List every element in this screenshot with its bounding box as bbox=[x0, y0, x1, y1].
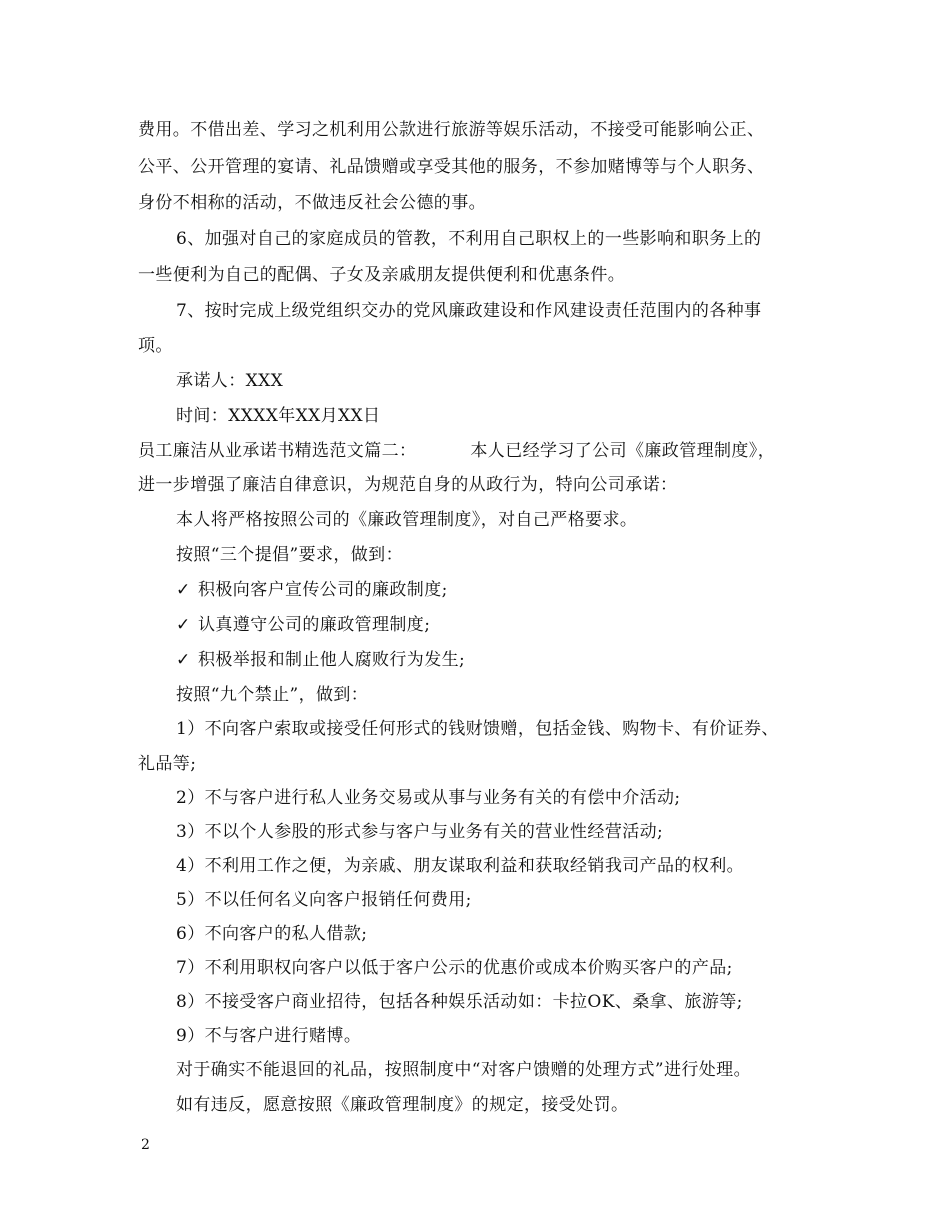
date-line: 时间：XXXX年XX月XX日 bbox=[176, 406, 381, 426]
section-first-sentence: 本人已经学习了公司《廉政管理制度》， bbox=[470, 441, 776, 461]
paragraph-line: 费用。不借出差、学习之机利用公款进行旅游等娱乐活动，不接受可能影响公正、 bbox=[138, 120, 765, 140]
paragraph-line: 一些便利为自己的配偶、子女及亲戚朋友提供便利和优惠条件。 bbox=[138, 265, 626, 285]
check-icon: ✓ bbox=[176, 650, 191, 670]
section-heading-line bbox=[138, 441, 775, 461]
paragraph-line: 对于确实不能退回的礼品，按照制度中“对客户馈赠的处理方式”进行处理。 bbox=[176, 1060, 751, 1080]
list-item: 8）不接受客户商业招待，包括各种娱乐活动如：卡拉OK、桑拿、旅游等; bbox=[176, 992, 743, 1012]
paragraph-line: 项。 bbox=[138, 336, 173, 356]
list-item: 2）不与客户进行私人业务交易或从事与业务有关的有偿中介活动; bbox=[176, 788, 681, 808]
checklist-text: 认真遵守公司的廉政管理制度; bbox=[198, 615, 431, 635]
paragraph-line: 如有违反，愿意按照《廉政管理制度》的规定，接受处罚。 bbox=[176, 1095, 629, 1115]
check-icon: ✓ bbox=[176, 615, 191, 635]
check-icon: ✓ bbox=[176, 580, 191, 600]
paragraph-line: 6、加强对自己的家庭成员的管教，不利用自己职权上的一些影响和职务上的 bbox=[176, 229, 762, 249]
checklist-item bbox=[176, 580, 448, 600]
paragraph-line: 进一步增强了廉洁自律意识，为规范自身的从政行为，特向公司承诺： bbox=[138, 475, 678, 495]
list-item: 4）不利用工作之便，为亲戚、朋友谋取利益和获取经销我司产品的权利。 bbox=[176, 856, 745, 876]
checklist-text: 积极向客户宣传公司的廉政制度; bbox=[198, 580, 448, 600]
checklist-item bbox=[176, 650, 465, 670]
list-item-continuation: 礼品等; bbox=[138, 754, 197, 774]
page-number: 2 bbox=[141, 1137, 150, 1153]
list-item: 3）不以个人参股的形式参与客户与业务有关的营业性经营活动; bbox=[176, 822, 664, 842]
list-item: 1）不向客户索取或接受任何形式的钱财馈赠，包括金钱、购物卡、有价证券、 bbox=[176, 719, 779, 739]
paragraph-line: 身份不相称的活动，不做违反社会公德的事。 bbox=[138, 193, 486, 213]
section-heading: 员工廉洁从业承诺书精选范文篇二： bbox=[138, 441, 417, 461]
list-item: 5）不以任何名义向客户报销任何费用; bbox=[176, 890, 472, 910]
list-item: 6）不向客户的私人借款; bbox=[176, 924, 368, 944]
list-item: 7）不利用职权向客户以低于客户公示的优惠价或成本价购买客户的产品; bbox=[176, 958, 733, 978]
paragraph-line: 7、按时完成上级党组织交办的党风廉政建设和作风建设责任范围内的各种事 bbox=[176, 301, 762, 321]
signatory-line: 承诺人：XXX bbox=[176, 371, 284, 391]
paragraph-line: 按照“九个禁止”，做到： bbox=[176, 685, 369, 705]
paragraph-line: 本人将严格按照公司的《廉政管理制度》，对自己严格要求。 bbox=[176, 510, 638, 530]
checklist-text: 积极举报和制止他人腐败行为发生; bbox=[198, 650, 466, 670]
paragraph-line: 公平、公开管理的宴请、礼品馈赠或享受其他的服务，不参加赌博等与个人职务、 bbox=[138, 157, 765, 177]
list-item: 9）不与客户进行赌博。 bbox=[176, 1026, 362, 1046]
paragraph-line: 按照“三个提倡”要求，做到： bbox=[176, 545, 403, 565]
checklist-item bbox=[176, 615, 430, 635]
